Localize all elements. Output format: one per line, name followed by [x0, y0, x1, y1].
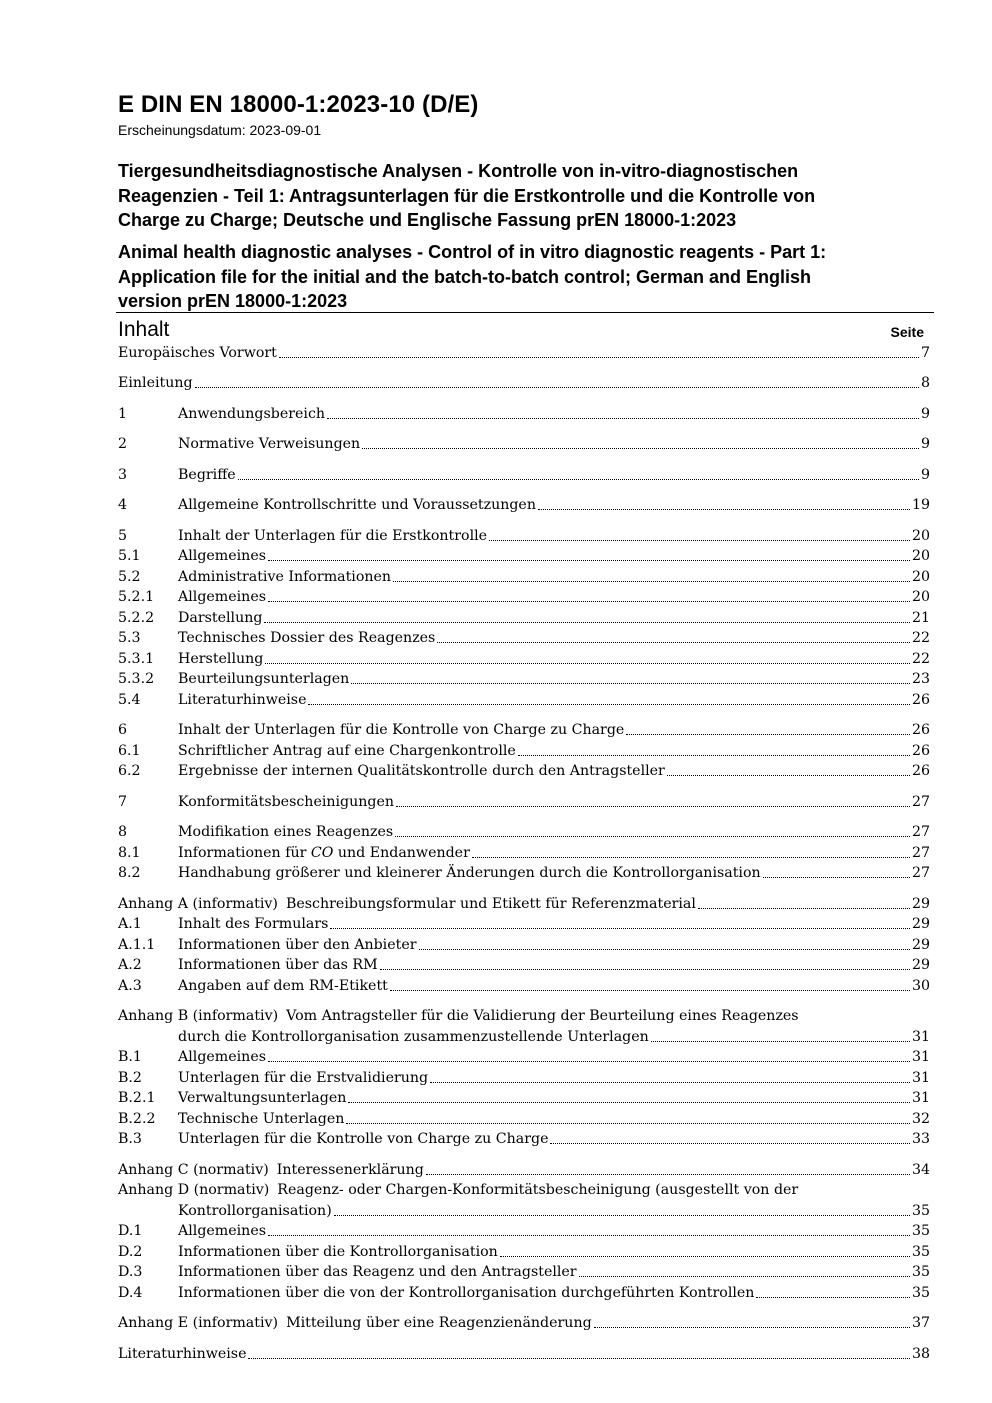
toc-page-number: 29: [911, 957, 930, 973]
toc-dot-leader: [626, 734, 910, 735]
toc-heading: Inhalt: [118, 318, 170, 341]
toc-entry[interactable]: [118, 1313, 930, 1334]
toc-page-number: 37: [911, 1315, 930, 1331]
toc-entry[interactable]: [118, 934, 930, 955]
toc-entry-title: Anwendungsbereich: [178, 405, 326, 422]
toc-page-number: 29: [911, 916, 930, 932]
toc-entry[interactable]: [118, 720, 930, 741]
toc-dot-leader: [330, 928, 910, 929]
toc-dot-leader: [393, 581, 910, 582]
toc-entry-number: A.2: [118, 957, 142, 973]
toc-entry-body: [286, 1313, 930, 1333]
toc-entry-title: Allgemeines: [178, 548, 266, 564]
toc-page-number: 26: [911, 742, 930, 759]
toc-entry[interactable]: [118, 1180, 930, 1221]
toc-entry[interactable]: [118, 842, 930, 863]
toc-dot-leader: [550, 1143, 909, 1144]
toc-page-number: 7: [920, 344, 930, 361]
toc-entry-body: [178, 914, 930, 934]
toc-title-part: Informationen für: [178, 844, 311, 861]
toc-entry-title: Reagenz- oder Chargen-Konformitätsbescheinigung (ausgestellt von der: [277, 1181, 799, 1198]
toc-dot-leader: [518, 755, 910, 756]
toc-entry[interactable]: [118, 464, 930, 485]
toc-entry-body: [178, 1129, 930, 1149]
toc-entry[interactable]: [118, 669, 930, 690]
toc-page-column-label: Seite: [890, 324, 924, 340]
title-german: [118, 159, 918, 233]
toc-dot-leader: [390, 990, 910, 991]
toc-entry-number: B.1: [118, 1049, 142, 1065]
toc-entry-title: Vom Antragsteller für die Validierung der Beurteilung eines Reagenzes: [286, 1007, 799, 1024]
toc-entry-title: Allgemeines: [178, 589, 266, 605]
toc-page-number: 35: [911, 1243, 930, 1260]
toc-entry-number: 5.3: [118, 630, 141, 646]
toc-entry-number: A.3: [118, 977, 142, 994]
toc-page-number: 23: [911, 671, 930, 687]
toc-page-number: 19: [911, 497, 930, 513]
toc-entry-title: Angaben auf dem RM-Etikett: [178, 977, 388, 994]
toc-entry[interactable]: [118, 525, 930, 546]
toc-entry-body: [178, 720, 930, 740]
toc-entry-body: [178, 1047, 930, 1067]
toc-entry-number: B.2: [118, 1069, 142, 1086]
toc-entry-title: Beschreibungsformular und Etikett für Referenzmaterial: [285, 895, 696, 912]
toc-page-number: 27: [911, 793, 930, 810]
title-german-line: Tiergesundheitsdiagnostische Analysen - Kontrolle von in-vitro-diagnostischen: [118, 161, 799, 181]
toc-dot-leader: [698, 908, 910, 909]
toc-page-number: 22: [911, 650, 930, 667]
publication-date: Erscheinungsdatum: 2023-09-01: [118, 122, 322, 138]
toc-page-number: 20: [911, 527, 930, 544]
toc-entry[interactable]: [118, 587, 930, 608]
toc-page-number: 31: [911, 1069, 930, 1086]
toc-entry-number: 7: [118, 793, 128, 810]
toc-page-number: 34: [911, 1161, 930, 1178]
toc-entry-title: Literaturhinweise: [178, 691, 307, 708]
toc-entry[interactable]: [118, 1108, 930, 1129]
toc-entry-body: [178, 935, 930, 955]
toc-entry[interactable]: [118, 1047, 930, 1068]
toc-dot-leader: [538, 509, 910, 510]
toc-entry-title: Einleitung: [118, 375, 193, 391]
toc-entry[interactable]: [118, 822, 930, 843]
toc-page-number: 27: [911, 824, 930, 840]
toc-entry-number: 5.3.1: [118, 650, 155, 667]
toc-page-number: 35: [911, 1202, 930, 1219]
toc-annex-label: Anhang E (informativ): [118, 1315, 279, 1331]
toc-entry-title: Informationen über das RM: [178, 957, 378, 973]
toc-entry-body: [178, 649, 930, 669]
toc-dot-leader: [362, 448, 919, 449]
toc-dot-leader: [667, 775, 910, 776]
toc-annex-label: Anhang B (informativ): [118, 1007, 279, 1024]
toc-page-number: 9: [920, 405, 930, 422]
toc-entry[interactable]: [118, 1088, 930, 1109]
toc-entry-body: [178, 526, 930, 546]
toc-dot-leader: [348, 1102, 910, 1103]
toc-entry-body: [178, 843, 930, 863]
toc-entry-title: Literaturhinweise: [118, 1345, 247, 1362]
toc-dot-leader: [594, 1327, 910, 1328]
toc-entry-number: 8.2: [118, 865, 141, 881]
toc-entry-number: 6.1: [118, 742, 141, 759]
toc-entry-body: [178, 669, 930, 689]
toc-entry[interactable]: [118, 863, 930, 884]
toc-entry-body: [178, 976, 930, 996]
toc-entry-number: D.1: [118, 1223, 143, 1239]
toc-entry-title: Interessenerklärung: [276, 1161, 424, 1178]
toc-dot-leader: [763, 877, 910, 878]
toc-entry-title: Informationen über den Anbieter: [178, 936, 417, 953]
toc-entry-title: Normative Verweisungen: [178, 436, 361, 452]
toc-entry[interactable]: [118, 546, 930, 567]
toc-entry-body: [178, 863, 930, 883]
toc-entry-title: Informationen über die von der Kontrollorganisation durchgeführten Kontrollen: [178, 1284, 755, 1301]
toc-page-number: 26: [911, 722, 930, 738]
toc-dot-leader: [334, 1215, 910, 1216]
toc-entry[interactable]: [118, 791, 930, 812]
toc-entry-body: [178, 1221, 930, 1241]
toc-entry-number: 5.4: [118, 691, 141, 708]
toc-entry-body: [178, 546, 930, 566]
toc-entry-body: [178, 434, 930, 454]
toc-dot-leader: [430, 1082, 910, 1083]
toc-annex-label: Anhang C (normativ): [118, 1161, 269, 1178]
toc-dot-leader: [395, 836, 910, 837]
toc-entry-body: [178, 761, 930, 781]
toc-entry[interactable]: [118, 1129, 930, 1150]
toc-entry-body: [178, 628, 930, 648]
toc-entry[interactable]: [118, 648, 930, 669]
toc-entry-body: [178, 741, 930, 761]
toc-page-number: 38: [911, 1345, 930, 1362]
toc-entry-title: Verwaltungsunterlagen: [178, 1090, 347, 1106]
toc-entry-title: [178, 843, 470, 863]
toc-entry-body: [178, 690, 930, 710]
toc-page-number: 31: [911, 1028, 930, 1045]
toc-entry-title-continuation: durch die Kontrollorganisation zusammenzustellende Unterlagen: [178, 1028, 649, 1045]
toc-entry-title: Informationen über das Reagenz und den Antragsteller: [178, 1264, 577, 1280]
toc-entry-title: Unterlagen für die Kontrolle von Charge zu Charge: [178, 1131, 549, 1147]
toc-page-number: 20: [911, 589, 930, 605]
toc-entry-number: D.4: [118, 1284, 143, 1301]
toc-entry-body: [178, 567, 930, 587]
toc-entry[interactable]: [118, 1282, 930, 1303]
toc-entry-title: Handhabung größerer und kleinerer Änderungen durch die Kontrollorganisation: [178, 865, 761, 881]
toc-page-number: 35: [911, 1223, 930, 1239]
toc-dot-leader: [472, 857, 910, 858]
toc-title-abbreviation: CO: [310, 844, 334, 861]
toc-entry-number: 1: [118, 405, 128, 422]
toc-dot-leader: [579, 1276, 910, 1277]
toc-entry-body: [118, 343, 930, 363]
toc-entry-number: 2: [118, 436, 128, 452]
toc-page-number: 35: [911, 1264, 930, 1280]
toc-entry-body: [178, 465, 930, 485]
toc-entry[interactable]: [118, 893, 930, 914]
toc-dot-leader: [351, 683, 910, 684]
toc-dot-leader: [489, 540, 910, 541]
toc-entry-number: 4: [118, 497, 128, 513]
toc-entry-body: [178, 822, 930, 842]
toc-entry-number: B.3: [118, 1131, 142, 1147]
toc-entry-title: Begriffe: [178, 466, 236, 483]
toc-entry-number: 8.1: [118, 844, 141, 861]
toc-dot-leader: [268, 560, 910, 561]
toc-page-number: 27: [911, 844, 930, 861]
toc-entry-body: [286, 894, 930, 914]
toc-entry-title: Schriftlicher Antrag auf eine Chargenkontrolle: [178, 742, 516, 759]
toc-entry-body: [178, 792, 930, 812]
toc-entry[interactable]: [118, 761, 930, 782]
document-identifier: E DIN EN 18000-1:2023-10 (D/E): [118, 91, 479, 118]
toc-dot-leader: [500, 1256, 910, 1257]
toc-dot-leader: [651, 1041, 910, 1042]
toc-entry-body: [178, 587, 930, 607]
title-english-line: Animal health diagnostic analyses - Control of in vitro diagnostic reagents - Part 1:: [118, 242, 827, 262]
toc-dot-leader: [264, 622, 910, 623]
toc-entry-body: [178, 1088, 930, 1108]
toc-entry-title-continuation: Kontrollorganisation): [178, 1202, 332, 1219]
toc-entry-number: 5: [118, 527, 128, 544]
toc-entry-body: [178, 495, 930, 515]
toc-dot-leader: [346, 1123, 910, 1124]
toc-entry-title: Technisches Dossier des Reagenzes: [178, 630, 436, 646]
title-english: [118, 240, 918, 314]
toc-entry-number: 5.3.2: [118, 671, 155, 687]
toc-dot-leader: [396, 806, 910, 807]
toc-entry-body: [178, 1283, 930, 1303]
toc-entry-body: [178, 1068, 930, 1088]
toc-entry-title: Mitteilung über eine Reagenzienänderung: [286, 1315, 592, 1331]
toc-entry-title: Inhalt der Unterlagen für die Kontrolle von Charge zu Charge: [178, 722, 625, 738]
toc-entry-second-line: [118, 1026, 930, 1047]
toc-entry-number: 5.2: [118, 568, 141, 585]
toc-page-number: 20: [911, 568, 930, 585]
toc-entry-title: Modifikation eines Reagenzes: [178, 824, 394, 840]
toc-page-number: 29: [911, 936, 930, 953]
toc-entry-title: Ergebnisse der internen Qualitätskontrolle durch den Antragsteller: [178, 763, 665, 779]
toc-entry[interactable]: [118, 1343, 930, 1364]
toc-dot-leader: [238, 479, 919, 480]
toc-dot-leader: [308, 704, 909, 705]
toc-entry-number: 3: [118, 466, 128, 483]
toc-entry-title: Darstellung: [178, 609, 263, 626]
toc-entry[interactable]: [118, 1006, 930, 1047]
toc-dot-leader: [279, 357, 919, 358]
toc-page-number: 9: [920, 466, 930, 483]
toc-entry-number: 5.1: [118, 548, 141, 564]
toc-page-number: 33: [911, 1131, 930, 1147]
toc-entry[interactable]: [118, 434, 930, 455]
toc-entry-body: [118, 1006, 930, 1047]
toc-entry-title: Beurteilungsunterlagen: [178, 671, 350, 687]
toc-entry-first-line: [118, 1180, 930, 1201]
toc-entry-body: [178, 955, 930, 975]
toc-entry-title: Administrative Informationen: [178, 568, 392, 585]
toc-entry-body: [118, 1344, 930, 1364]
title-german-line: Reagenzien - Teil 1: Antragsunterlagen für die Erstkontrolle und die Kontrolle von: [118, 185, 816, 206]
toc-entry[interactable]: [118, 689, 930, 710]
toc-entry-title: Allgemeine Kontrollschritte und Voraussetzungen: [178, 497, 536, 513]
toc-entry-body: [118, 373, 930, 393]
toc-entry-number: D.3: [118, 1264, 143, 1280]
toc-entry-title: Inhalt des Formulars: [178, 916, 329, 932]
toc-entry[interactable]: [118, 373, 930, 394]
toc-entry-body: [178, 1109, 930, 1129]
toc-entry-body: [178, 608, 930, 628]
toc-entry-body: [277, 1160, 930, 1180]
toc-entry[interactable]: [118, 403, 930, 424]
title-german-line: Charge zu Charge; Deutsche und Englische Fassung prEN 18000-1:2023: [118, 210, 737, 230]
toc-entry-number: D.2: [118, 1243, 143, 1260]
toc-entry-first-line: [118, 1006, 930, 1027]
toc-entry[interactable]: [118, 607, 930, 628]
toc-entry[interactable]: [118, 342, 930, 363]
toc-entry-title: Technische Unterlagen: [178, 1110, 345, 1127]
toc-entry[interactable]: [118, 566, 930, 587]
toc-entry[interactable]: [118, 955, 930, 976]
toc-entry-title: Herstellung: [178, 650, 264, 667]
toc-entry-number: 8: [118, 824, 128, 840]
toc-entry-title: Informationen über die Kontrollorganisation: [178, 1243, 498, 1260]
toc-entry-second-line: [118, 1200, 930, 1221]
toc-entry-number: B.2.2: [118, 1110, 156, 1127]
toc-page-number: 27: [911, 865, 930, 881]
toc-page-number: 30: [911, 977, 930, 994]
toc-dot-leader: [380, 969, 910, 970]
toc-page-number: 32: [911, 1110, 930, 1127]
title-english-line: Application file for the initial and the batch-to-batch control; German and English: [118, 266, 812, 287]
toc-entry[interactable]: [118, 1159, 930, 1180]
toc-dot-leader: [426, 1174, 910, 1175]
toc-entry-body: [178, 1242, 930, 1262]
toc-dot-leader: [265, 663, 910, 664]
toc-dot-leader: [419, 949, 910, 950]
toc-entry-body: [118, 1180, 930, 1221]
toc-dot-leader: [756, 1297, 909, 1298]
toc-dot-leader: [268, 1061, 910, 1062]
toc-page-number: 35: [911, 1284, 930, 1301]
toc-entry[interactable]: [118, 740, 930, 761]
toc-page-number: 8: [920, 375, 930, 391]
toc-page-number: 29: [911, 895, 930, 912]
toc-entry-title: Allgemeines: [178, 1223, 266, 1239]
toc-entry-number: A.1.1: [118, 936, 156, 953]
toc-entry-title: Allgemeines: [178, 1049, 266, 1065]
toc-page-number: 20: [911, 548, 930, 564]
toc-entry[interactable]: [118, 628, 930, 649]
toc-annex-label: Anhang A (informativ): [118, 895, 278, 912]
toc-dot-leader: [248, 1358, 909, 1359]
toc-entry-title: Konformitätsbescheinigungen: [178, 793, 395, 810]
toc-page-number: 9: [920, 436, 930, 452]
toc-page-number: 26: [911, 763, 930, 779]
toc-entry-title: Unterlagen für die Erstvalidierung: [178, 1069, 429, 1086]
toc-annex-label: Anhang D (normativ): [118, 1181, 270, 1198]
toc-entry[interactable]: [118, 1221, 930, 1242]
title-english-line: version prEN 18000-1:2023: [118, 291, 348, 311]
toc-entry-number: 5.2.1: [118, 589, 155, 605]
toc-entry-number: A.1: [118, 916, 142, 932]
toc-entry-body: [178, 1262, 930, 1282]
title-divider: [116, 312, 934, 313]
toc-entry-number: 6.2: [118, 763, 141, 779]
toc-entry[interactable]: [118, 1241, 930, 1262]
toc-entry[interactable]: [118, 975, 930, 996]
toc-entry[interactable]: [118, 1262, 930, 1283]
toc-dot-leader: [268, 1235, 910, 1236]
toc-page-number: 31: [911, 1049, 930, 1065]
toc-entry[interactable]: [118, 495, 930, 516]
toc-entry[interactable]: [118, 914, 930, 935]
toc-dot-leader: [327, 418, 919, 419]
toc-page-number: 22: [911, 630, 930, 646]
table-of-contents: [118, 342, 930, 1364]
toc-title-part: und Endanwender: [333, 844, 470, 861]
toc-dot-leader: [268, 601, 910, 602]
toc-entry-title: Inhalt der Unterlagen für die Erstkontrolle: [178, 527, 488, 544]
toc-page-number: 21: [911, 609, 930, 626]
toc-entry-number: 6: [118, 722, 128, 738]
toc-entry-number: 5.2.2: [118, 609, 155, 626]
toc-page-number: 31: [911, 1090, 930, 1106]
toc-entry[interactable]: [118, 1067, 930, 1088]
toc-dot-leader: [437, 642, 910, 643]
toc-dot-leader: [195, 387, 919, 388]
toc-entry-number: B.2.1: [118, 1090, 156, 1106]
toc-page-number: 26: [911, 691, 930, 708]
toc-entry-body: [178, 404, 930, 424]
toc-entry-title: Europäisches Vorwort: [118, 344, 277, 361]
